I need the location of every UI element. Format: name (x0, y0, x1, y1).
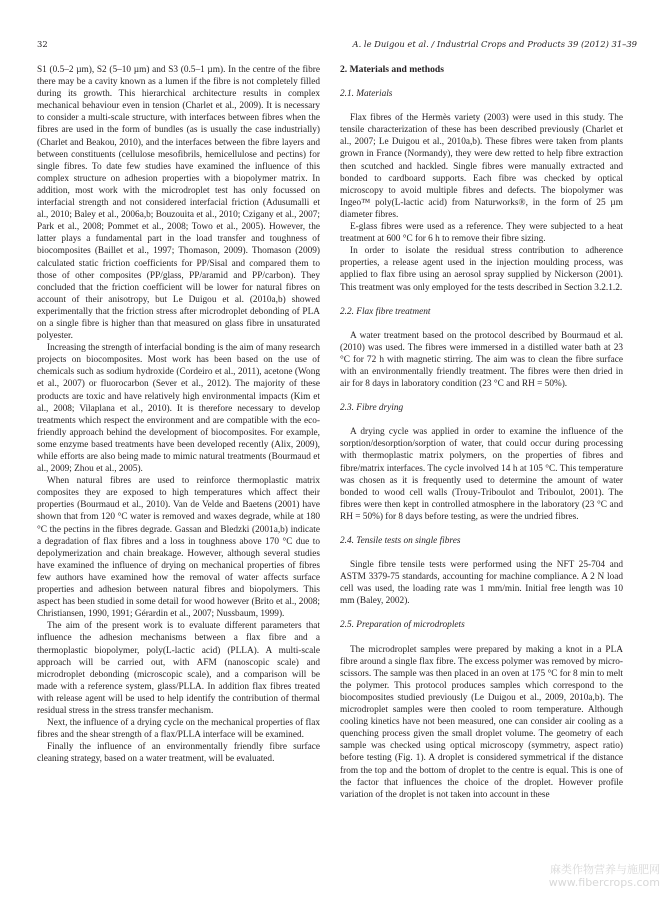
left-column (37, 64, 320, 765)
materials-paragraph-3: In order to isolate the residual stress contribution to adherence properties, a release agent used in the injection moulding process, was applied to flax fibre using an aerosol spray supplied by Nickerson (2001). This treatment was only employed for the tests described in Section 3.2.1.2. (340, 246, 623, 293)
subsection-title-microdroplets: 2.5. Preparation of microdroplets (340, 620, 465, 631)
watermark-line-2: www.fibercrops.com (548, 876, 660, 889)
section-title-materials-methods: 2. Materials and methods (340, 64, 444, 75)
microdroplets-paragraph: The microdroplet samples were prepared by making a knot in a PLA fibre around a single flax fibre. The excess polymer was removed by micro-scissors. The sample was then placed in an oven at 175 °C for 8 min to melt the polymer. This protocol produces samples which correspond to the biocomposites studied previously (Le Duigou et al., 2009, 2010a,b). The microdroplet samples were then cooled to room temperature. Although cooling kinetics have not been measured, one can consider air cooling as a quenching process given the small droplet volume. The geometry of each sample was checked using optical microscopy (symmetry, aspect ratio) before testing (Fig. 1). A droplet is considered symmetrical if the distance from the top and the bottom of droplet to the centre is equal. This is one of the factor that influences the choice of the droplet. However profile variation of the droplet is not taken into account in these (340, 644, 623, 800)
intro-paragraph-4: The aim of the present work is to evaluate different parameters that influence the adhesion mechanisms between a flax fibre and a thermoplastic biopolymer, poly(L-lactic acid) (PLLA). A multi-scale approach will be carried out, with AFM (nanoscopic scale) and microdroplet debonding (microscopic scale), and a comparison will be made with a reference system, glass/PLLA. In addition flax fibres treated with release agent will be used to help identify the contribution of thermal residual stress in the stress transfer mechanism. (37, 621, 320, 716)
subsection-title-tensile-tests: 2.4. Tensile tests on single fibres (340, 536, 461, 546)
subsection-title-flax-treatment: 2.2. Flax fibre treatment (340, 306, 431, 317)
materials-paragraph-1: Flax fibres of the Hermès variety (2003) were used in this study. The tensile characterization of these has been described previously (Charlet et al., 2007; Le Duigou et al., 2010a,b). These fibres were taken from plants grown in France (Normandy), they were dew retted to help fibre extraction then scutched and hackled. Single fibres were manually extracted and bonded to cardboard supports. Each fibre was checked by optical microscopy to avoid multiple fibres and defects. The biopolymer was Ingeo™ poly(L-lactic acid) from Naturworks®, in the form of 25 µm diameter fibres. (340, 113, 623, 220)
watermark (549, 863, 660, 889)
subsection-title-materials: 2.1. Materials (340, 89, 393, 100)
intro-paragraph-1: S1 (0.5–2 µm), S2 (5–10 µm) and S3 (0.5–1 µm). In the centre of the fibre there may be a cavity known as a lumen if the fibre is not completely filled during its growth. This hierarchical architecture results in complex mechanical behaviour even in tension (Charlet et al., 2009). It is necessary to consider a multi-scale structure, with interfaces between fibres when the fibres are used in the form of bundles (as is usually the case industrially) (Charlet and Beakou, 2010), and the interfaces between the fibre layers and between constituents (cellulose mesofibrils, hemicellulose and pectins) for single fibres. To date few studies have examined the influence of this complex structure on adhesion properties with a biopolymer matrix. In addition, most work with the microdroplet test has only focussed on interfacial strength and not considered interfacial friction (Adusumalli et al., 2010; Baley et al., 2006a,b; Bouzouita et al., 2010; Czigany et al., 2007; Park et al., 2008; Pommet et al., 2008; Towo et al., 2005). However, the latter plays a fundamental part in the load transfer and toughness of biocomposites (Baillet et al., 1997; Thomason, 2009). Thomason (2009) calculated static friction coefficients for PP/Sisal and compared them to those of other composites (PP/glass, PP/aramid and PP/carbon). They concluded that the friction coefficient will be lower for natural fibres on account of their anisotropy, but Le Duigou et al. (2010a,b) showed experimentally that the friction stress after microdroplet debonding of PLA on a single fibre is higher than that measured on glass fibre in unsaturated polyester. (37, 65, 320, 342)
intro-paragraph-2: Increasing the strength of interfacial bonding is the aim of many research projects on biocomposites. Most work has been based on the use of chemicals such as sodium hydroxide (Cordeiro et al., 2011), acetone (Wong et al., 2007) or fluorocarbon (Sever et al., 2012). The majority of these products are toxic and have relatively high environmental impacts (Kim et al., 2008; Vilaplana et al., 2010). It is therefore necessary to develop treatments which respect the environment and are compatible with the eco-friendly approach behind the development of biocomposites. For example, some enzyme based treatments have been developed recently (Alix, 2009), while efforts are also being made to mimic natural treatments (Bourmaud et al., 2009; Zhou et al., 2005). (37, 343, 320, 475)
intro-paragraph-5: Next, the influence of a drying cycle on the mechanical properties of flax fibres and the shear strength of a flax/PLLA interface will be examined. (37, 718, 320, 741)
journal-reference: A. le Duigou et al. / Industrial Crops and Products 39 (2012) 31–39 (352, 39, 637, 49)
materials-paragraph-2: E-glass fibres were used as a reference. They were subjected to a heat treatment at 600 °C for 6 h to remove their fibre sizing. (340, 222, 623, 245)
tensile-tests-paragraph: Single fibre tensile tests were performed using the NFT 25-704 and ASTM 3379-75 standards, accounting for machine compliance. A 2 N load cell was used, the loading rate was 1 mm/min. Initial free length was 10 mm (Baley, 2002). (340, 560, 623, 607)
right-column (340, 64, 623, 801)
running-header (37, 39, 637, 51)
page-number: 32 (37, 39, 48, 49)
intro-paragraph-3: When natural fibres are used to reinforce thermoplastic matrix composites they are exposed to high temperatures which affect their properties (Bourmaud et al., 2010). Van de Velde and Baetens (2001) have shown that from 120 °C water is removed and waxes degrade, while at 180 °C the pectins in the fibres degrade. Gassan and Bledzki (2001a,b) indicate a degradation of flax fibres and a loss in toughness above 170 °C due to depolymerization and chain breakage. However, although several studies have examined the influence of drying on mechanical properties of fibres few authors have examined how the removal of water affects surface properties and adhesion between natural fibres and biopolymers. This aspect has been studied in some detail for wood however (Brito et al., 2008; Christiansen, 1990, 1991; Gérardin et al., 2007; Nussbaum, 1999). (37, 476, 320, 620)
watermark-line-1: 麻类作物营养与施肥网 (550, 863, 660, 876)
fibre-drying-paragraph: A drying cycle was applied in order to examine the influence of the sorption/desorption/sorption of water, that could occur during processing with thermoplastic matrix polymers, on the properties of fibres and fibre/matrix interfaces. The cycle involved 14 h at 105 °C. This temperature was chosen as it is frequently used to determine the amount of water bonded to wood cell walls (Trouy-Triboulot and Triboulot, 2001). The fibres were then kept in controlled atmosphere in the laboratory (23 °C and RH = 50%) for 8 days before testing, as were the undried fibres. (340, 427, 623, 522)
flax-treatment-paragraph: A water treatment based on the protocol described by Bourmaud et al. (2010) was used. The fibres were immersed in a distilled water bath at 23 °C for 72 h with magnetic stirring. The aim was to clean the fibre surface with an environmentally friendly treatment. The fibres were then dried in air for 8 days in laboratory condition (23 °C and RH = 50%). (340, 330, 623, 390)
intro-paragraph-6: Finally the influence of an environmentally friendly fibre surface cleaning strategy, based on a water treatment, will be evaluated. (37, 742, 320, 765)
subsection-title-fibre-drying: 2.3. Fibre drying (340, 403, 404, 414)
